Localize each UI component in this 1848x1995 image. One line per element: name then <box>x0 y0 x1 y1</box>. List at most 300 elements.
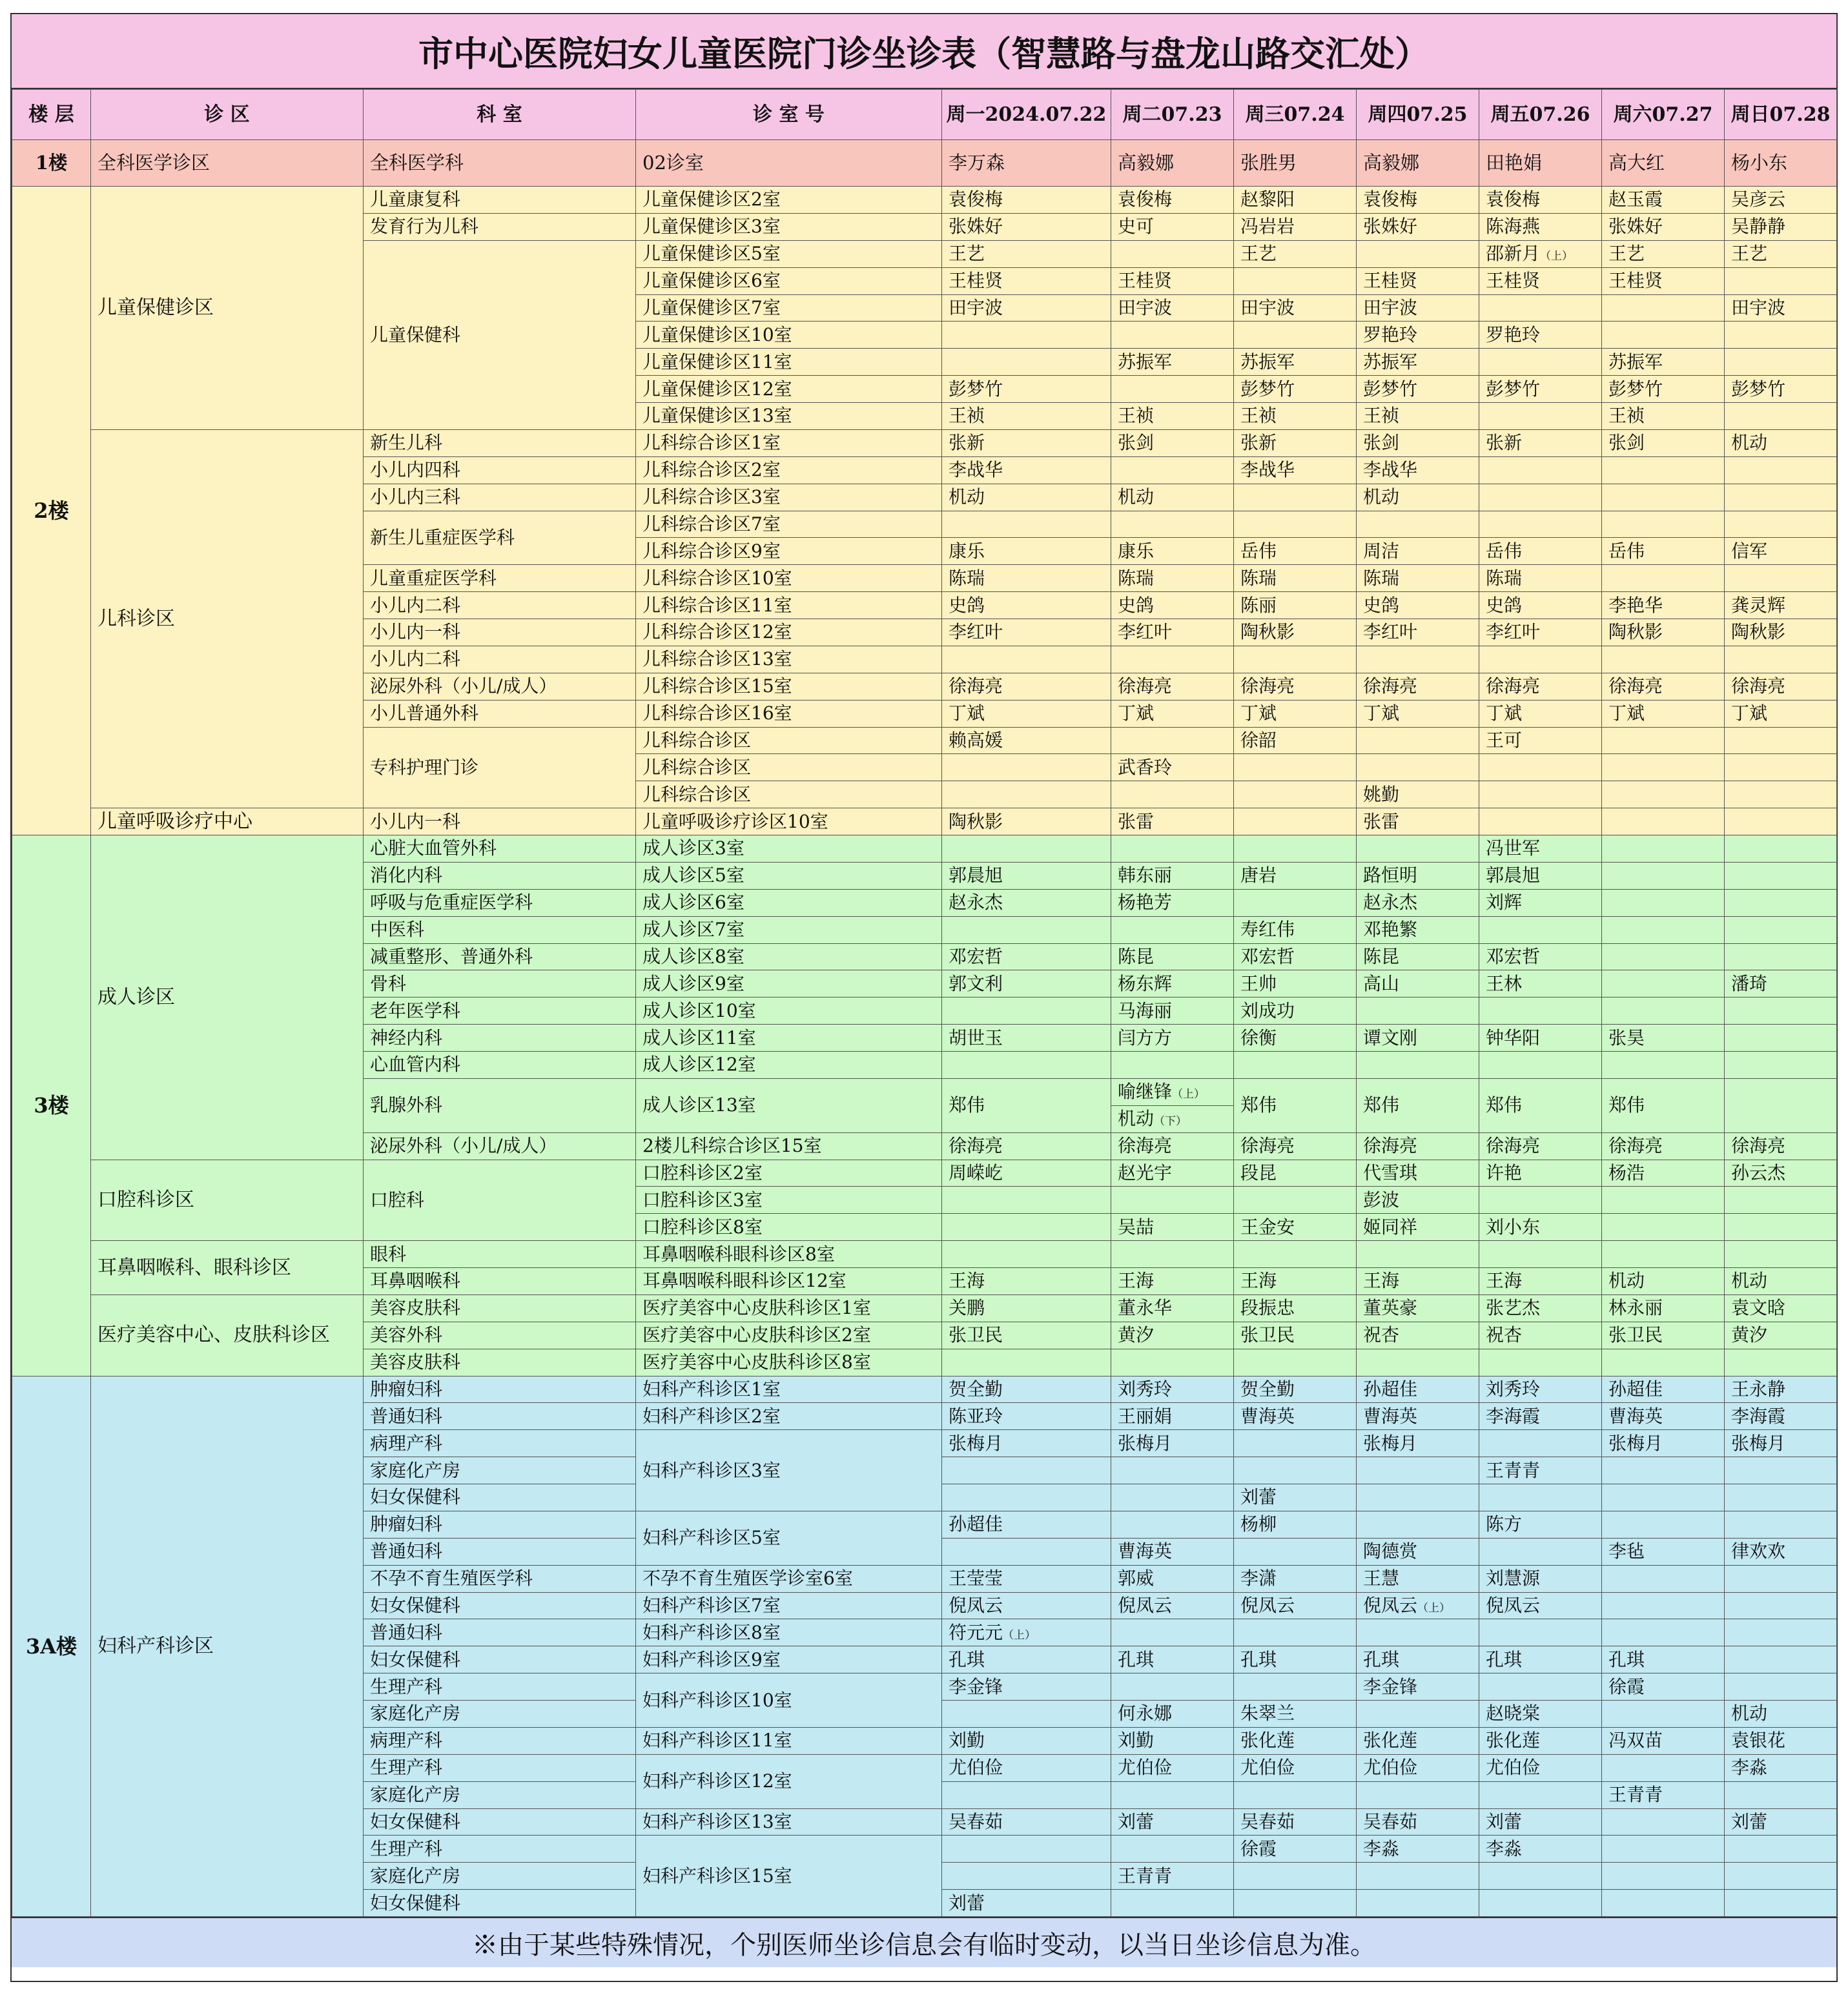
doctor-cell <box>1725 1052 1837 1079</box>
room-cell: 成人诊区8室 <box>636 943 942 970</box>
header-cell: 诊 室 号 <box>636 90 942 140</box>
doctor-cell: 信军 <box>1725 538 1837 565</box>
doctor-cell: 康乐 <box>942 538 1111 565</box>
doctor-cell: 袁银花 <box>1725 1727 1837 1754</box>
doctor-cell: 罗艳玲 <box>1479 322 1602 349</box>
doctor-cell: 许艳 <box>1479 1160 1602 1187</box>
room-cell: 妇科产科诊区5室 <box>636 1511 942 1565</box>
doctor-cell: 机动 <box>1725 429 1837 456</box>
doctor-cell: 杨东辉 <box>1111 970 1234 998</box>
header-cell: 周三07.24 <box>1234 90 1357 140</box>
doctor-cell <box>1357 1781 1479 1808</box>
doctor-cell: 王青青 <box>1602 1781 1725 1808</box>
doctor-cell <box>1234 1241 1357 1268</box>
doctor-cell <box>1357 240 1479 267</box>
doctor-cell <box>942 1052 1111 1079</box>
doctor-cell: 郭晨旭 <box>942 862 1111 889</box>
doctor-cell <box>1725 403 1837 430</box>
doctor-cell: 田宇波 <box>1357 294 1479 322</box>
doctor-cell: 张化莲 <box>1357 1727 1479 1754</box>
doctor-cell <box>1479 1241 1602 1268</box>
doctor-cell <box>1111 1187 1234 1214</box>
room-cell: 妇科产科诊区10室 <box>636 1673 942 1728</box>
room-cell: 不孕不育生殖医学诊室6室 <box>636 1565 942 1592</box>
room-cell: 妇科产科诊区1室 <box>636 1376 942 1403</box>
dept-cell: 普通妇科 <box>364 1403 636 1430</box>
doctor-cell: 钟华阳 <box>1479 1025 1602 1052</box>
doctor-cell <box>942 322 1111 349</box>
dept-cell: 生理产科 <box>364 1754 636 1781</box>
doctor-cell: 陈海燕 <box>1479 213 1602 240</box>
doctor-cell: 李艳华 <box>1602 592 1725 619</box>
doctor-cell <box>1234 484 1357 511</box>
room-cell: 妇科产科诊区13室 <box>636 1808 942 1836</box>
doctor-cell: 赵永杰 <box>942 889 1111 916</box>
doctor-cell <box>1111 240 1234 267</box>
doctor-cell: 高大红 <box>1602 140 1725 187</box>
doctor-cell <box>942 754 1111 781</box>
doctor-cell <box>1111 322 1234 349</box>
doctor-cell <box>1234 754 1357 781</box>
room-cell: 医疗美容中心皮肤科诊区2室 <box>636 1322 942 1349</box>
doctor-cell: 李红叶 <box>942 619 1111 646</box>
doctor-cell <box>1479 294 1602 322</box>
doctor-cell: 徐海亮 <box>1357 673 1479 700</box>
room-cell: 儿童保健诊区3室 <box>636 213 942 240</box>
doctor-cell: 尤伯俭 <box>942 1754 1111 1781</box>
doctor-cell: 赵黎阳 <box>1234 187 1357 214</box>
doctor-cell <box>1725 1565 1837 1592</box>
doctor-cell: 黄汐 <box>1111 1322 1234 1349</box>
doctor-cell: 贺全勤 <box>942 1376 1111 1403</box>
doctor-cell <box>942 1619 1111 1646</box>
doctor-cell: 尤伯俭 <box>1479 1754 1602 1781</box>
doctor-cell <box>1725 862 1837 889</box>
doctor-cell: 郑伟 <box>1234 1078 1357 1132</box>
doctor-cell <box>1479 403 1602 430</box>
dept-cell: 美容皮肤科 <box>364 1294 636 1322</box>
dept-cell: 病理产科 <box>364 1727 636 1754</box>
doctor-cell <box>1234 511 1357 538</box>
dept-cell: 专科护理门诊 <box>364 727 636 808</box>
doctor-cell <box>1479 349 1602 376</box>
doctor-cell: 唐岩 <box>1234 862 1357 889</box>
doctor-cell: 徐海亮 <box>942 673 1111 700</box>
doctor-cell: 徐韶 <box>1234 727 1357 754</box>
dept-cell: 小儿内三科 <box>364 484 636 511</box>
area-cell: 儿童呼吸诊疗中心 <box>91 808 364 835</box>
doctor-cell <box>1357 835 1479 863</box>
doctor-cell <box>942 998 1111 1025</box>
doctor-cell <box>1234 267 1357 294</box>
doctor-cell: 苏振军 <box>1602 349 1725 376</box>
doctor-cell <box>1357 1592 1479 1619</box>
doctor-cell <box>1111 835 1234 863</box>
doctor-cell <box>1725 998 1837 1025</box>
room-cell: 妇科产科诊区2室 <box>636 1403 942 1430</box>
room-cell: 成人诊区11室 <box>636 1025 942 1052</box>
room-cell: 成人诊区10室 <box>636 998 942 1025</box>
doctor-cell <box>1602 1052 1725 1079</box>
doctor-cell: 孔琪 <box>1234 1646 1357 1673</box>
header-cell: 科 室 <box>364 90 636 140</box>
doctor-cell <box>1725 1592 1837 1619</box>
doctor-cell <box>1479 1673 1602 1701</box>
doctor-cell <box>942 1214 1111 1241</box>
doctor-cell <box>1602 889 1725 916</box>
doctor-cell: 张卫民 <box>942 1322 1111 1349</box>
doctor-cell: 陈瑞 <box>1357 565 1479 592</box>
doctor-cell: 袁俊梅 <box>942 187 1111 214</box>
doctor-cell <box>1111 781 1234 808</box>
doctor-cell: 朱翠兰 <box>1234 1701 1357 1728</box>
doctor-cell: 丁斌 <box>1357 700 1479 727</box>
doctor-cell <box>1602 456 1725 484</box>
dept-cell: 眼科 <box>364 1241 636 1268</box>
doctor-cell <box>1725 646 1837 673</box>
doctor-cell <box>1602 835 1725 863</box>
doctor-cell: 王艺 <box>1725 240 1837 267</box>
doctor-cell: 曹海英 <box>1602 1403 1725 1430</box>
doctor-cell: 刘慧源 <box>1479 1565 1602 1592</box>
doctor-cell: 孔琪 <box>1479 1646 1602 1673</box>
doctor-cell <box>1357 1457 1479 1484</box>
dept-cell: 美容外科 <box>364 1322 636 1349</box>
doctor-name: 邵新月 <box>1486 243 1541 265</box>
doctor-cell: 王慧 <box>1357 1565 1479 1592</box>
doctor-cell: 张新 <box>1479 429 1602 456</box>
dept-cell: 妇女保健科 <box>364 1484 636 1511</box>
doctor-cell: 高毅娜 <box>1357 140 1479 187</box>
doctor-cell <box>1725 808 1837 835</box>
doctor-cell <box>1725 456 1837 484</box>
table-row <box>12 835 1837 863</box>
doctor-cell: 刘秀玲 <box>1111 1376 1234 1403</box>
doctor-cell <box>1479 1187 1602 1214</box>
table-row <box>12 429 1837 456</box>
doctor-cell <box>942 349 1111 376</box>
doctor-cell: 史鸽 <box>1357 592 1479 619</box>
area-cell: 妇科产科诊区 <box>91 1376 364 1917</box>
doctor-cell: 岳伟 <box>1479 538 1602 565</box>
doctor-cell <box>1234 1052 1357 1079</box>
doctor-cell: 曹海英 <box>1357 1403 1479 1430</box>
doctor-cell <box>1234 1538 1357 1565</box>
doctor-cell: 王海 <box>1234 1268 1357 1295</box>
dept-cell: 泌尿外科（小儿/成人） <box>364 1132 636 1160</box>
doctor-cell: 姚勤 <box>1357 781 1479 808</box>
doctor-cell <box>1725 1457 1837 1484</box>
header-cell: 周日07.28 <box>1725 90 1837 140</box>
doctor-cell: 曹海英 <box>1234 1403 1357 1430</box>
room-cell: 妇科产科诊区9室 <box>636 1646 942 1673</box>
doctor-cell: 刘蕾 <box>942 1890 1111 1917</box>
doctor-cell: 王祯 <box>1111 403 1234 430</box>
doctor-cell: 张艺杰 <box>1479 1294 1602 1322</box>
header-cell: 周一2024.07.22 <box>942 90 1111 140</box>
doctor-cell: 张梅月 <box>942 1430 1111 1457</box>
doctor-cell: 徐海亮 <box>1479 673 1602 700</box>
doctor-cell <box>1725 916 1837 943</box>
doctor-cell: 尤伯俭 <box>1234 1754 1357 1781</box>
doctor-cell <box>942 1836 1111 1863</box>
doctor-cell: 岳伟 <box>1602 538 1725 565</box>
doctor-cell: 尤伯俭 <box>1357 1754 1479 1781</box>
doctor-cell <box>942 1863 1111 1890</box>
doctor-cell <box>1725 1673 1837 1701</box>
doctor-cell <box>1602 1890 1725 1917</box>
doctor-cell: 郭文利 <box>942 970 1111 998</box>
doctor-cell <box>1725 1078 1837 1132</box>
doctor-cell <box>1234 322 1357 349</box>
doctor-cell: 陶秋影 <box>1725 619 1837 646</box>
doctor-cell <box>1111 916 1234 943</box>
doctor-cell <box>1602 1701 1725 1728</box>
doctor-cell: 刘蕾 <box>1479 1808 1602 1836</box>
table-row <box>12 808 1837 835</box>
room-cell: 儿科综合诊区13室 <box>636 646 942 673</box>
dept-cell: 乳腺外科 <box>364 1078 636 1132</box>
doctor-cell: 陶秋影 <box>942 808 1111 835</box>
doctor-cell: 邓宏哲 <box>1479 943 1602 970</box>
doctor-cell <box>1725 727 1837 754</box>
doctor-cell: 王艺 <box>1602 240 1725 267</box>
header-cell: 楼 层 <box>12 90 91 140</box>
doctor-cell: 王莹莹 <box>942 1565 1111 1592</box>
doctor-cell: 李潇 <box>1234 1565 1357 1592</box>
doctor-cell <box>1234 889 1357 916</box>
doctor-cell <box>1725 781 1837 808</box>
doctor-cell <box>1725 267 1837 294</box>
doctor-cell: 王祯 <box>942 403 1111 430</box>
doctor-cell: 张梅月 <box>1357 1430 1479 1457</box>
doctor-cell: 史可 <box>1111 213 1234 240</box>
doctor-cell: 王桂贤 <box>942 267 1111 294</box>
doctor-cell: 陈瑞 <box>1479 565 1602 592</box>
doctor-cell: 王永静 <box>1725 1376 1837 1403</box>
doctor-cell: 徐海亮 <box>942 1132 1111 1160</box>
doctor-cell: 郑伟 <box>1479 1078 1602 1132</box>
dept-cell: 家庭化产房 <box>364 1863 636 1890</box>
doctor-cell: 李淼 <box>1479 1836 1602 1863</box>
room-cell: 儿童保健诊区7室 <box>636 294 942 322</box>
room-cell: 妇科产科诊区3室 <box>636 1430 942 1511</box>
doctor-cell: 郑伟 <box>1602 1078 1725 1132</box>
doctor-cell <box>942 1484 1111 1511</box>
doctor-cell <box>1357 1484 1479 1511</box>
doctor-cell: 孙超佳 <box>1602 1376 1725 1403</box>
doctor-cell <box>1111 1105 1234 1132</box>
doctor-cell: 田宇波 <box>1111 294 1234 322</box>
floor-cell: 2楼 <box>12 187 91 835</box>
doctor-cell: 贺全勤 <box>1234 1376 1357 1403</box>
room-cell: 儿科综合诊区16室 <box>636 700 942 727</box>
doctor-cell: 王可 <box>1479 727 1602 754</box>
doctor-cell <box>1602 565 1725 592</box>
room-cell: 妇科产科诊区7室 <box>636 1592 942 1619</box>
doctor-cell <box>1357 1890 1479 1917</box>
doctor-cell: 彭梦竹 <box>1725 376 1837 403</box>
dept-cell: 小儿内二科 <box>364 646 636 673</box>
doctor-cell: 王金安 <box>1234 1214 1357 1241</box>
doctor-cell <box>1479 754 1602 781</box>
room-cell: 儿科综合诊区12室 <box>636 619 942 646</box>
doctor-cell: 赵玉霞 <box>1602 187 1725 214</box>
doctor-cell: 丁斌 <box>1111 700 1234 727</box>
doctor-name: 符元元 <box>949 1621 1003 1643</box>
doctor-cell: 姬同祥 <box>1357 1214 1479 1241</box>
dept-cell: 呼吸与危重症医学科 <box>364 889 636 916</box>
doctor-cell <box>1234 1430 1357 1457</box>
doctor-cell: 彭梦竹 <box>942 376 1111 403</box>
doctor-cell: 李战华 <box>1357 456 1479 484</box>
doctor-cell: 郑伟 <box>1357 1078 1479 1132</box>
doctor-cell: 张化莲 <box>1234 1727 1357 1754</box>
doctor-cell: 郭威 <box>1111 1565 1234 1592</box>
room-cell: 妇科产科诊区11室 <box>636 1727 942 1754</box>
doctor-cell: 王海 <box>1357 1268 1479 1295</box>
doctor-name: 机动 <box>1118 1108 1155 1130</box>
doctor-cell <box>1602 1808 1725 1836</box>
room-cell: 儿童保健诊区10室 <box>636 322 942 349</box>
doctor-cell: 丁斌 <box>1725 700 1837 727</box>
header-cell: 周二07.23 <box>1111 90 1234 140</box>
doctor-cell: 刘蕾 <box>1111 1808 1234 1836</box>
doctor-cell: 杨艳芳 <box>1111 889 1234 916</box>
doctor-cell <box>1111 1890 1234 1917</box>
doctor-cell: 张剑 <box>1357 429 1479 456</box>
doctor-cell <box>1725 1484 1837 1511</box>
session-tag: （上） <box>1417 1601 1451 1615</box>
doctor-cell: 袁文晗 <box>1725 1294 1837 1322</box>
table-row <box>12 1294 1837 1322</box>
doctor-cell <box>1479 1781 1602 1808</box>
doctor-cell: 田宇波 <box>1725 294 1837 322</box>
room-cell: 成人诊区9室 <box>636 970 942 998</box>
doctor-cell <box>1602 1457 1725 1484</box>
doctor-cell <box>1479 1484 1602 1511</box>
doctor-cell <box>1357 754 1479 781</box>
room-cell: 成人诊区5室 <box>636 862 942 889</box>
doctor-cell: 王海 <box>1479 1268 1602 1295</box>
doctor-cell: 王祯 <box>1602 403 1725 430</box>
doctor-cell: 李海霞 <box>1725 1403 1837 1430</box>
doctor-cell: 刘辉 <box>1479 889 1602 916</box>
doctor-cell <box>942 1781 1111 1808</box>
doctor-cell: 王帅 <box>1234 970 1357 998</box>
doctor-cell: 王桂贤 <box>1357 267 1479 294</box>
room-cell: 儿科综合诊区9室 <box>636 538 942 565</box>
doctor-cell: 张姝好 <box>942 213 1111 240</box>
doctor-cell <box>1111 1836 1234 1863</box>
doctor-cell: 彭梦竹 <box>1234 376 1357 403</box>
doctor-cell: 周嵘屹 <box>942 1160 1111 1187</box>
doctor-cell: 赵晓棠 <box>1479 1701 1602 1728</box>
doctor-cell <box>1479 781 1602 808</box>
doctor-cell: 张雷 <box>1111 808 1234 835</box>
doctor-cell <box>1479 1538 1602 1565</box>
dept-cell: 消化内科 <box>364 862 636 889</box>
doctor-cell: 陈瑞 <box>942 565 1111 592</box>
doctor-cell: 关鹏 <box>942 1294 1111 1322</box>
doctor-cell: 机动 <box>942 484 1111 511</box>
doctor-cell: 史鸽 <box>1111 592 1234 619</box>
doctor-cell <box>942 646 1111 673</box>
doctor-cell: 丁斌 <box>1479 700 1602 727</box>
doctor-cell: 徐海亮 <box>1234 1132 1357 1160</box>
doctor-cell: 郑伟 <box>942 1078 1111 1132</box>
room-cell: 成人诊区6室 <box>636 889 942 916</box>
doctor-cell <box>1725 1349 1837 1376</box>
doctor-cell: 邓艳繁 <box>1357 916 1479 943</box>
doctor-cell: 倪凤云 <box>1479 1592 1602 1619</box>
doctor-cell <box>1602 511 1725 538</box>
doctor-cell: 李万森 <box>942 140 1111 187</box>
doctor-cell <box>1111 646 1234 673</box>
doctor-cell: 徐霞 <box>1234 1836 1357 1863</box>
table-row <box>12 140 1837 187</box>
doctor-cell: 寿红伟 <box>1234 916 1357 943</box>
doctor-cell: 彭梦竹 <box>1479 376 1602 403</box>
doctor-cell <box>1602 862 1725 889</box>
room-cell: 成人诊区13室 <box>636 1078 942 1132</box>
doctor-cell: 倪凤云 <box>1234 1592 1357 1619</box>
room-cell: 儿童保健诊区12室 <box>636 376 942 403</box>
doctor-cell: 陈昆 <box>1357 943 1479 970</box>
doctor-cell: 机动 <box>1725 1701 1837 1728</box>
doctor-cell: 王丽娟 <box>1111 1403 1234 1430</box>
dept-cell: 病理产科 <box>364 1430 636 1457</box>
doctor-cell: 冯世军 <box>1479 835 1602 863</box>
page-title: 市中心医院妇女儿童医院门诊坐诊表（智慧路与盘龙山路交汇处） <box>12 14 1836 89</box>
doctor-cell: 冯双苗 <box>1602 1727 1725 1754</box>
doctor-cell <box>1602 1349 1725 1376</box>
doctor-cell: 武香玲 <box>1111 754 1234 781</box>
doctor-cell <box>1602 484 1725 511</box>
doctor-cell <box>1725 835 1837 863</box>
room-cell: 耳鼻咽喉科眼科诊区8室 <box>636 1241 942 1268</box>
doctor-cell: 吴静静 <box>1725 213 1837 240</box>
room-cell: 2楼儿科综合诊区15室 <box>636 1132 942 1160</box>
doctor-cell: 李海霞 <box>1479 1403 1602 1430</box>
doctor-cell <box>1111 1349 1234 1376</box>
doctor-cell <box>1357 1241 1479 1268</box>
doctor-cell: 袁俊梅 <box>1479 187 1602 214</box>
dept-cell: 生理产科 <box>364 1836 636 1863</box>
doctor-cell <box>1725 565 1837 592</box>
schedule-table <box>12 89 1837 1917</box>
doctor-cell: 王桂贤 <box>1479 267 1602 294</box>
doctor-cell <box>1111 1484 1234 1511</box>
doctor-cell: 董英豪 <box>1357 1294 1479 1322</box>
doctor-cell: 韩东丽 <box>1111 862 1234 889</box>
doctor-cell <box>1725 349 1837 376</box>
doctor-cell: 赵永杰 <box>1357 889 1479 916</box>
dept-cell: 儿童保健科 <box>364 240 636 429</box>
dept-cell: 新生儿重症医学科 <box>364 511 636 565</box>
dept-cell: 神经内科 <box>364 1025 636 1052</box>
doctor-cell: 袁俊梅 <box>1111 187 1234 214</box>
doctor-cell: 史鸽 <box>1479 592 1602 619</box>
doctor-cell: 张昊 <box>1602 1025 1725 1052</box>
doctor-cell: 黄汐 <box>1725 1322 1837 1349</box>
doctor-cell: 李金锋 <box>942 1673 1111 1701</box>
room-cell: 成人诊区3室 <box>636 835 942 863</box>
doctor-cell <box>1602 727 1725 754</box>
doctor-cell: 徐海亮 <box>1111 673 1234 700</box>
doctor-cell: 代雪琪 <box>1357 1160 1479 1187</box>
doctor-cell <box>1111 511 1234 538</box>
